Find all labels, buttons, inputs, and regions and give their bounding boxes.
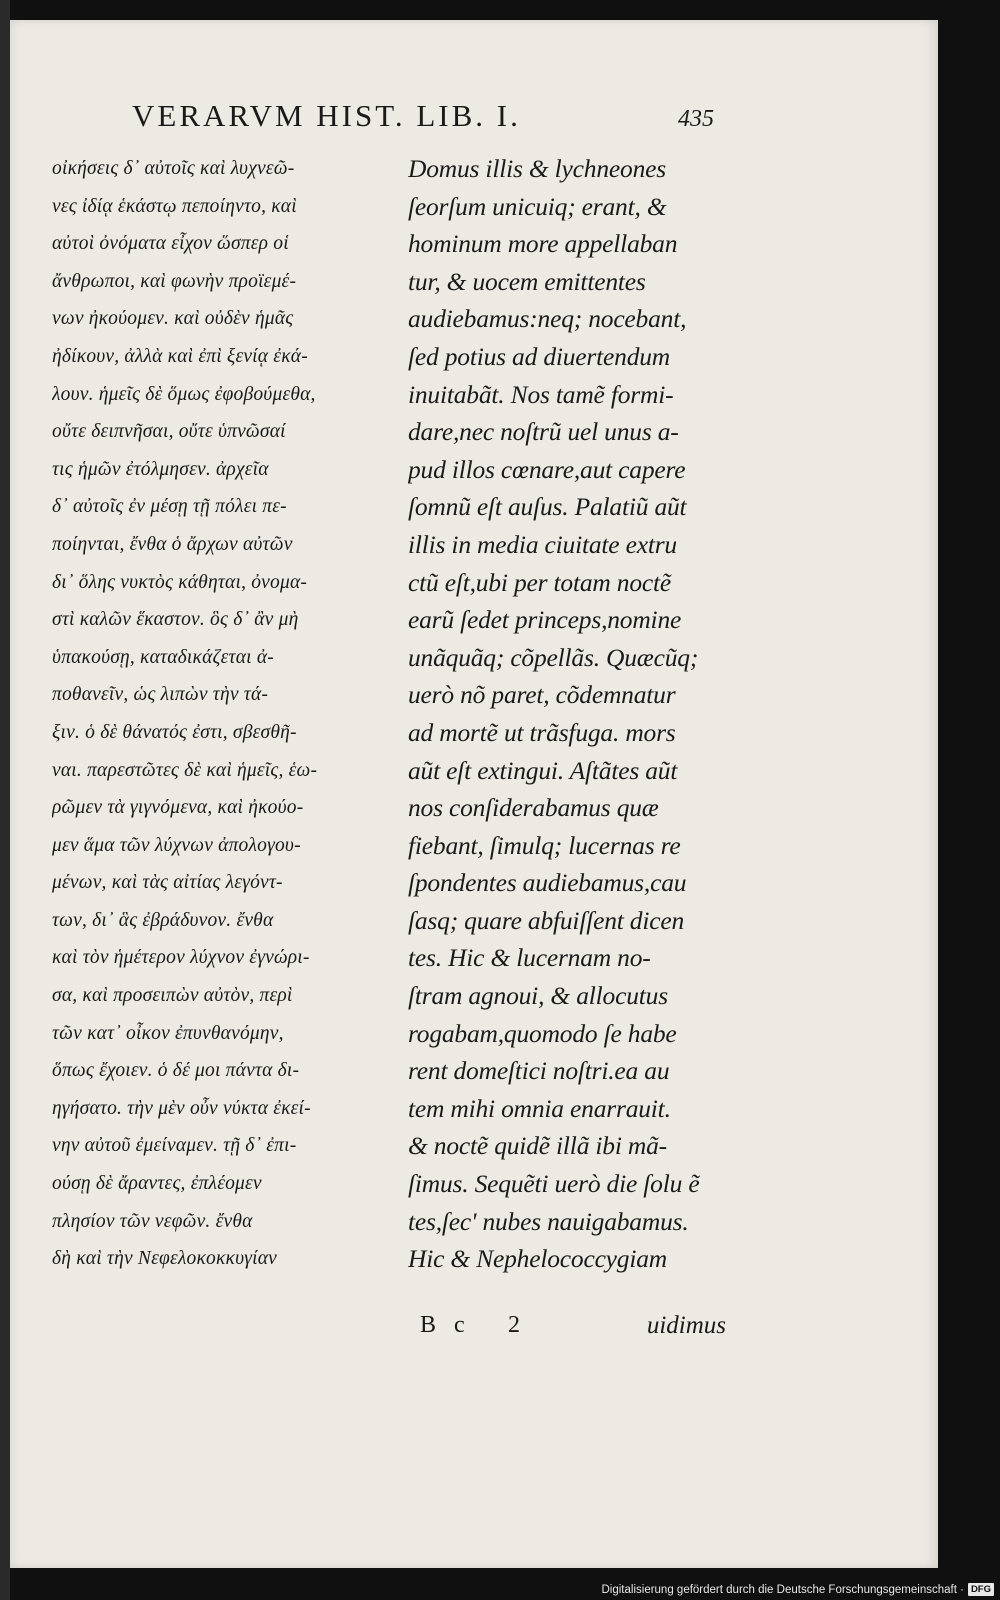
- latin-text-line: dare,nec noſtrũ uel unus a-: [408, 417, 679, 447]
- greek-text-line: στὶ καλῶν ἕκαστον. ὃς δ᾽ ἂν μὴ: [52, 609, 299, 631]
- greek-text-line: οἰκήσεις δ᾽ αὐτοῖς καὶ λυχνεῶ-: [52, 158, 295, 179]
- latin-text-line: ſpondentes audiebamus,cau: [408, 868, 687, 898]
- greek-text-line: οὔτε δειπνῆσαι, οὔτε ὑπνῶσαί: [52, 421, 286, 443]
- latin-text-line: ſeorſum unicuiq; erant, &: [408, 191, 667, 221]
- latin-text-line: rent domeſtici noſtri.ea au: [408, 1056, 670, 1086]
- greek-text-line: νην αὐτοῦ ἐμείναμεν. τῇ δ᾽ ἐπι-: [52, 1135, 297, 1157]
- greek-text-line: νων ἠκούομεν. καὶ οὐδὲν ἡμᾶς: [52, 308, 294, 330]
- greek-text-line: καὶ τὸν ἡμέτερον λύχνον ἐγνώρι-: [52, 947, 310, 969]
- latin-text-line: ad mortẽ ut trãsfuga. mors: [408, 717, 676, 747]
- latin-text-line: tes. Hic & lucernam no-: [408, 943, 651, 973]
- latin-text-line: nos conſiderabamus quæ: [408, 793, 659, 823]
- credit-text: Digitalisierung gefördert durch die Deutsche Forschungsgemeinschaft ·: [601, 1583, 964, 1596]
- greek-text-line: τις ἡμῶν ἐτόλμησεν. ἀρχεῖα: [52, 458, 269, 480]
- greek-text-line: ναι. παρεστῶτες δὲ καὶ ἡμεῖς, ἑω-: [52, 759, 318, 781]
- greek-text-line: ποίηνται, ἔνθα ὁ ἄρχων αὐτῶν: [52, 533, 293, 555]
- greek-text-line: των, δι᾽ ἃς ἐβράδυνον. ἔνθα: [52, 909, 274, 931]
- latin-text-line: unãquãq; cõpellãs. Quæcũq;: [408, 642, 699, 672]
- greek-text-line: ρῶμεν τὰ γιγνόμενα, καὶ ἠκούο-: [52, 797, 304, 819]
- latin-text-line: ſimus. Sequẽti uerò die ſolu ẽ: [408, 1169, 700, 1199]
- dfg-logo: DFG: [968, 1583, 994, 1596]
- greek-text-line: μεν ἅμα τῶν λύχνων ἀπολογου-: [52, 834, 301, 856]
- greek-text-line: ξιν. ὁ δὲ θάνατός ἐστι, σβεσθῆ-: [52, 721, 297, 743]
- signature-number: 2: [508, 1312, 520, 1338]
- greek-text-line: αὐτοὶ ὀνόματα εἶχον ὥσπερ οἱ: [52, 233, 289, 255]
- latin-text-line: earũ ſedet princeps,nomine: [408, 605, 682, 635]
- latin-text-line: ſomnũ eſt auſus. Palatiũ aũt: [408, 492, 687, 522]
- latin-text-line: Domus illis & lychneones: [408, 154, 666, 183]
- latin-text-column: [408, 150, 726, 1278]
- greek-text-line: νες ἰδίᾳ ἑκάστῳ πεποίηντο, καὶ: [52, 195, 297, 217]
- latin-text-line: fiebant, ſimulq; lucernas re: [408, 830, 681, 860]
- greek-text-line: ηγήσατο. τὴν μὲν οὖν νύκτα ἐκεί-: [52, 1097, 311, 1119]
- latin-text-line: ſasq; quare abfuiſſent dicen: [408, 905, 685, 935]
- greek-text-line: ἄνθρωποι, καὶ φωνὴν προϊεμέ-: [52, 270, 297, 292]
- latin-text-line: Hic & Nephelococcygiam: [408, 1244, 668, 1274]
- greek-text-line: ὑπακούσῃ, καταδικάζεται ἀ-: [52, 646, 274, 668]
- signature-mark: B c: [420, 1312, 471, 1338]
- greek-text-line: δ᾽ αὐτοῖς ἐν μέσῃ τῇ πόλει πε-: [52, 496, 287, 518]
- running-title: VERARVM HIST. LIB. I.: [132, 98, 521, 133]
- latin-text-line: hominum more appellaban: [408, 229, 678, 259]
- latin-text-line: ctũ eſt,ubi per totam noctẽ: [408, 567, 671, 597]
- latin-text-line: aũt eſt extingui. Aſtãtes aũt: [408, 755, 678, 785]
- greek-text-line: ούσῃ δὲ ἄραντες, ἐπλέομεν: [52, 1173, 262, 1195]
- latin-text-line: tem mihi omnia enarrauit.: [408, 1093, 671, 1123]
- greek-text-line: πλησίον τῶν νεφῶν. ἔνθα: [52, 1210, 253, 1232]
- greek-text-line: λουν. ἡμεῖς δὲ ὅμως ἐφοβούμεθα,: [52, 383, 316, 405]
- book-page: [10, 20, 938, 1568]
- latin-text-line: inuitabãt. Nos tamẽ formi-: [408, 379, 674, 409]
- page-number: 435: [678, 106, 714, 132]
- scan-edge: [0, 0, 10, 1600]
- latin-text-line: illis in media ciuitate extru: [408, 529, 677, 559]
- latin-text-line: audiebamus:neq; nocebant,: [408, 304, 687, 334]
- latin-text-line: rogabam,quomodo ſe habe: [408, 1018, 677, 1048]
- latin-text-line: uerò nõ paret, cõdemnatur: [408, 680, 676, 710]
- latin-text-line: pud illos cœnare,aut capere: [408, 454, 686, 484]
- greek-text-line: δὴ καὶ τὴν Νεφελοκοκκυγίαν: [52, 1248, 278, 1270]
- greek-text-line: ὅπως ἔχοιεν. ὁ δέ μοι πάντα δι-: [52, 1060, 300, 1082]
- greek-text-line: δι᾽ ὅλης νυκτὸς κάθηται, ὀνομα-: [52, 571, 308, 593]
- greek-text-line: μένων, καὶ τὰς αἰτίας λεγόντ-: [52, 872, 283, 894]
- latin-text-line: & noctẽ quidẽ illã ibi mã-: [408, 1131, 667, 1161]
- latin-text-line: tur, & uocem emittentes: [408, 266, 646, 296]
- latin-text-line: tes,ſec' nubes nauigabamus.: [408, 1206, 689, 1236]
- greek-text-line: σα, καὶ προσειπὼν αὐτὸν, περὶ: [52, 985, 293, 1007]
- greek-text-column: [52, 150, 377, 1278]
- signature-line: [408, 1312, 726, 1346]
- catchword: uidimus: [646, 1312, 726, 1339]
- latin-text-line: ſtram agnoui, & allocutus: [408, 981, 668, 1011]
- greek-text-line: ποθανεῖν, ὡς λιπὼν τὴν τά-: [52, 684, 269, 706]
- digitization-credit: [602, 1583, 995, 1596]
- greek-text-line: ἠδίκουν, ἀλλὰ καὶ ἐπὶ ξενίᾳ ἐκά-: [52, 345, 308, 367]
- greek-text-line: τῶν κατ᾽ οἶκον ἐπυνθανόμην,: [52, 1022, 284, 1044]
- latin-text-line: ſed potius ad diuertendum: [408, 341, 671, 371]
